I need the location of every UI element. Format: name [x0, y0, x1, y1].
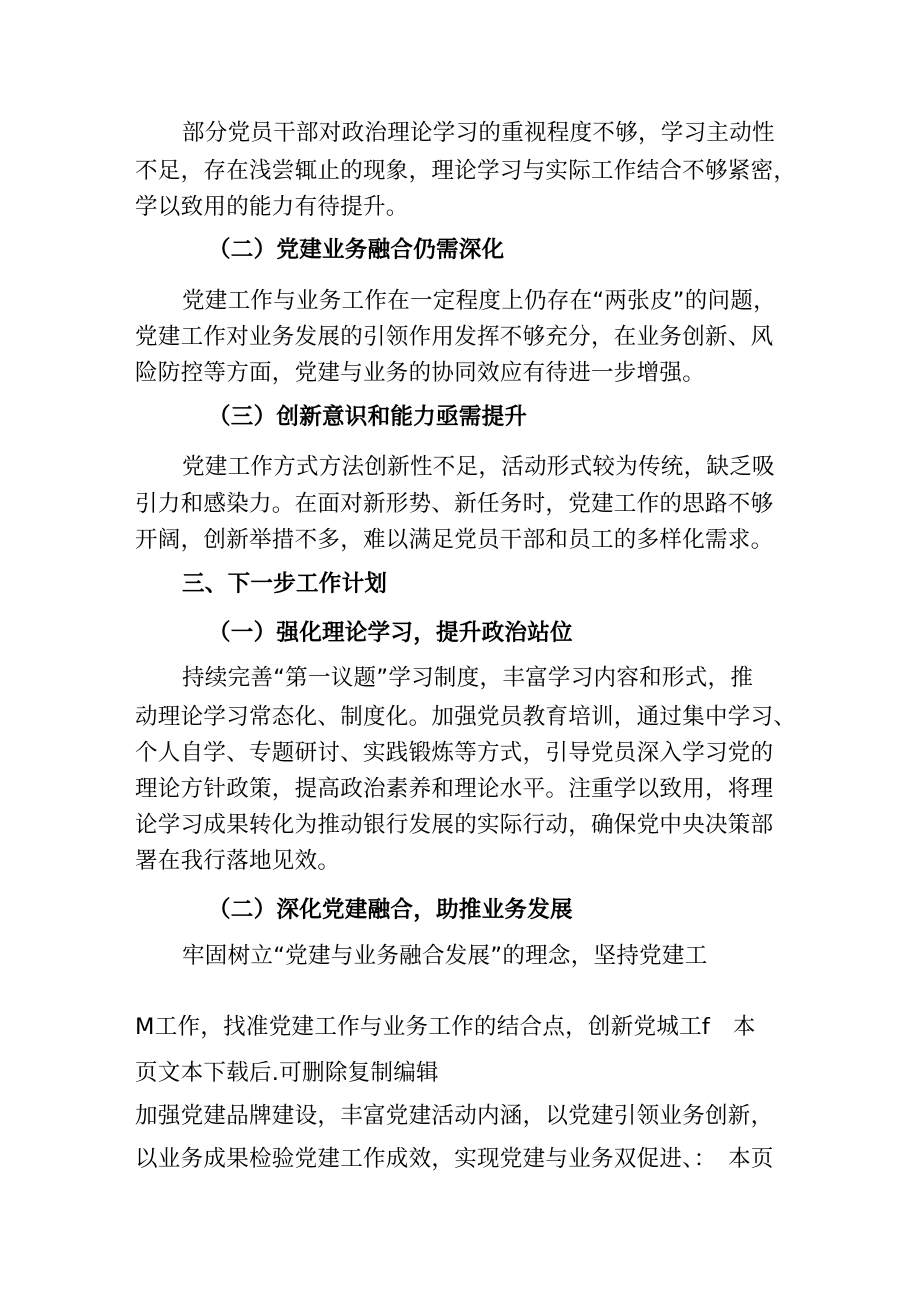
- subsection-heading: （一）强化理论学习，提升政治站位: [208, 620, 573, 646]
- body-text-line: 论学习成果转化为推动银行发展的实际行动，确保党中央决策部: [135, 812, 774, 838]
- section-heading: 三、下一步工作计划: [182, 571, 388, 597]
- body-text-line: 牢固树立“党建与业务融合发展”的理念，坚持党建工: [182, 943, 708, 969]
- body-text-line: 个人自学、专题研讨、实践锻炼等方式，引导党员深入学习党的: [135, 740, 774, 766]
- body-text-line: 持续完善“第一议题”学习制度，丰富学习内容和形式，推: [182, 665, 754, 691]
- subsection-heading: （三）创新意识和能力亟需提升: [208, 404, 528, 430]
- subsection-heading: （二）党建业务融合仍需深化: [208, 237, 505, 263]
- body-text-line: 党建工作对业务发展的引领作用发挥不够充分，在业务创新、风: [135, 324, 774, 350]
- download-notice-line: 页文本下载后.可删除复制编辑: [135, 1060, 439, 1086]
- body-text-line: 动理论学习常态化、制度化。加强党员教育培训，通过集中学习、: [135, 704, 797, 730]
- body-text-line: 险防控等方面，党建与业务的协同效应有待进一步增强。: [135, 360, 706, 386]
- body-text-line: 理论方针政策，提高政治素养和理论水平。注重学以致用，将理: [135, 776, 774, 802]
- body-text-line: 署在我行落地见效。: [135, 848, 341, 874]
- subsection-heading: （二）深化党建融合，助推业务发展: [208, 897, 573, 923]
- body-text-line: 党建工作与业务工作在一定程度上仍存在“两张皮”的问题，: [182, 288, 776, 314]
- body-text-line: M工作，找准党建工作与业务工作的结合点，创新党城工f 本: [135, 1014, 756, 1040]
- body-text-line: 开阔，创新举措不多，难以满足党员干部和员工的多样化需求。: [135, 527, 774, 553]
- body-text-line: 党建工作方式方法创新性不足，活动形式较为传统，缺乏吸: [182, 454, 775, 480]
- body-text-line: 不足，存在浅尝辄止的现象，理论学习与实际工作结合不够紧密，: [135, 158, 797, 184]
- body-text-line: 学以致用的能力有待提升。: [135, 194, 409, 220]
- body-text-line: 加强党建品牌建设，丰富党建活动内涵，以党建引领业务创新，: [135, 1103, 774, 1129]
- body-text-line: 以业务成果检验党建工作成效，实现党建与业务双促进、： 本页: [135, 1146, 774, 1172]
- body-text-line: 部分党员干部对政治理论学习的重视程度不够，学习主动性: [182, 120, 775, 146]
- body-text-line: 引力和感染力。在面对新形势、新任务时，党建工作的思路不够: [135, 491, 774, 517]
